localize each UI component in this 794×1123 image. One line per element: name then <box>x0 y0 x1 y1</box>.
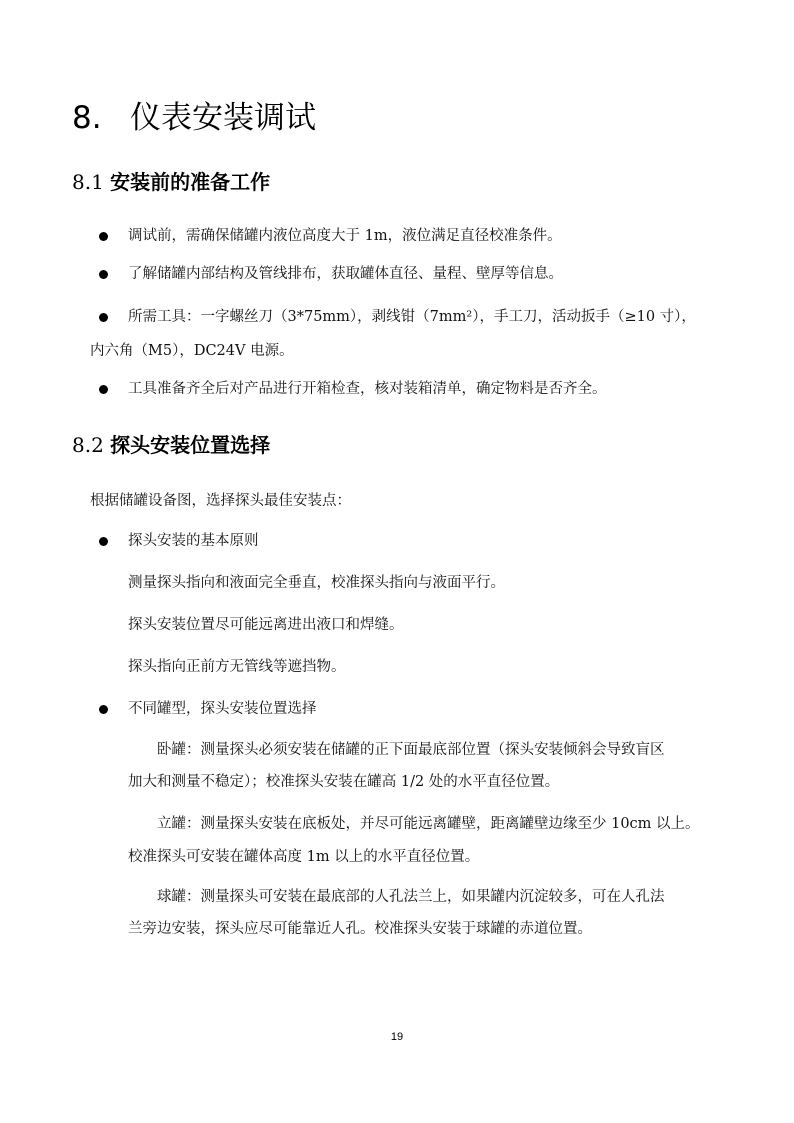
page-number: 19 <box>390 1031 404 1043</box>
section-heading-8-2 <box>72 431 270 459</box>
bullet-dot <box>99 270 108 279</box>
tank-paragraph-line: 球罐：测量探头可安装在最底部的人孔法兰上，如果罐内沉淀较多，可在人孔法 <box>157 889 665 905</box>
section-number: 8.2 <box>72 433 104 457</box>
bullet-dot <box>99 232 108 241</box>
intro-paragraph: 根据储罐设备图，选择探头最佳安装点： <box>90 493 351 509</box>
chapter-title-text: 仪表安装调试 <box>130 100 316 136</box>
bullet-dot <box>99 705 108 714</box>
section-title: 安装前的准备工作 <box>110 170 271 194</box>
list-item: 探头安装的基本原则 <box>128 533 259 549</box>
chapter-number: 8. <box>72 100 102 136</box>
section-heading-8-1 <box>72 168 270 196</box>
tank-paragraph-line: 立罐：测量探头安装在底板处，并尽可能远离罐壁，距离罐壁边缘至少 10cm 以上。 <box>157 816 700 832</box>
tank-paragraph-line: 加大和测量不稳定）；校准探头安装在罐高 1/2 处的水平直径位置。 <box>128 774 560 790</box>
tank-paragraph-line: 校准探头可安装在罐体高度 1m 以上的水平直径位置。 <box>128 849 480 865</box>
list-item: 所需工具：一字螺丝刀（3*75mm），剥线钳（7mm²），手工刀，活动扳手（≥10 寸）， <box>128 309 696 325</box>
tank-paragraph-line: 兰旁边安装，探头应尽可能靠近人孔。校准探头安装于球罐的赤道位置。 <box>128 921 592 937</box>
principle-line: 探头指向正前方无管线等遮挡物。 <box>128 659 346 675</box>
tank-paragraph-line: 卧罐：测量探头必须安装在储罐的正下面最底部位置（探头安装倾斜会导致盲区 <box>157 742 665 758</box>
list-item: 了解储罐内部结构及管线排布，获取罐体直径、量程、壁厚等信息。 <box>128 266 563 282</box>
section-title: 探头安装位置选择 <box>110 433 271 457</box>
list-item: 调试前，需确保储罐内液位高度大于 1m，液位满足直径校准条件。 <box>128 228 562 244</box>
bullet-dot <box>99 537 108 546</box>
list-item: 工具准备齐全后对产品进行开箱检查，核对装箱清单，确定物料是否齐全。 <box>128 381 607 397</box>
list-item-continuation: 内六角（M5），DC24V 电源。 <box>90 343 294 359</box>
bullet-dot <box>99 385 108 394</box>
principle-line: 测量探头指向和液面完全垂直，校准探头指向与液面平行。 <box>128 575 505 591</box>
bullet-dot <box>99 313 108 322</box>
chapter-title <box>72 98 316 138</box>
list-item: 不同罐型，探头安装位置选择 <box>128 701 317 717</box>
principle-line: 探头安装位置尽可能远离进出液口和焊缝。 <box>128 617 404 633</box>
section-number: 8.1 <box>72 170 104 194</box>
